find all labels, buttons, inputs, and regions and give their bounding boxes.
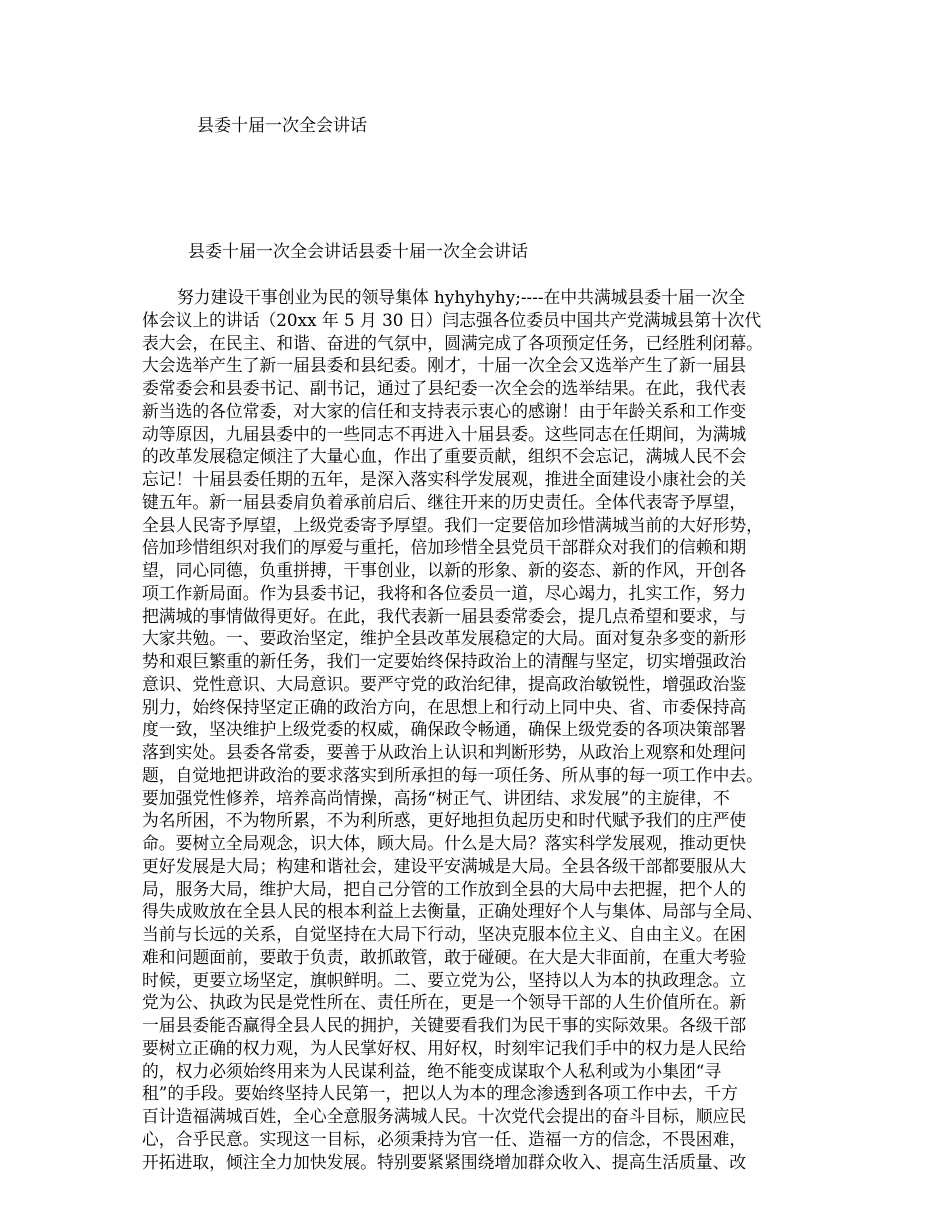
body-line: 题，自觉地把讲政治的要求落实到所承担的每一项任务、所从事的每一项工作中去。 bbox=[142, 764, 763, 785]
body-line: 开拓进取，倾注全力加快发展。特别要紧紧围绕增加群众收入、提高生活质量、改 bbox=[142, 1151, 747, 1172]
body-line: 局，服务大局，维护大局，把自己分管的工作放到全县的大局中去把握，把个人的 bbox=[142, 878, 747, 899]
body-line: 更好发展是大局；构建和谐社会，建设平安满城是大局。全县各级干部都要服从大 bbox=[142, 855, 747, 876]
body-line: 努力建设干事创业为民的领导集体 hyhyhyhy;----在中共满城县委十届一次全 bbox=[177, 287, 745, 307]
body-line: 别力，始终保持坚定正确的政治方向，在思想上和行动上同中央、省、市委保持高 bbox=[142, 696, 747, 717]
body-line: 势和艰巨繁重的新任务，我们一定要始终保持政治上的清醒与坚定，切实增强政治 bbox=[142, 651, 747, 671]
body-line: 项工作新局面。作为县委书记，我将和各位委员一道，尽心竭力，扎实工作，努力 bbox=[142, 582, 747, 603]
body-line: 当前与长远的关系，自觉坚持在大局下行动，坚决克服本位主义、自由主义。在困 bbox=[142, 924, 747, 944]
body-line: 意识、党性意识、大局意识。要严守党的政治纪律，提高政治敏锐性，增强政治鉴 bbox=[142, 673, 747, 694]
body-line: 要加强党性修养，培养高尚情操，高扬“树正气、讲团结、求发展”的主旋律，不 bbox=[142, 787, 730, 808]
body-line: 命。要树立全局观念，识大体，顾大局。什么是大局？落实科学发展观，推动更快 bbox=[142, 833, 747, 853]
body-line: 新当选的各位常委，对大家的信任和支持表示衷心的感谢！由于年龄关系和工作变 bbox=[142, 400, 747, 421]
body-line: 度一致，坚决维护上级党委的权威，确保政令畅通，确保上级党委的各项决策部署 bbox=[142, 719, 747, 740]
body-line: 难和问题面前，要敢于负责，敢抓敢管，敢于碰硬。在大是大非面前，在重大考验 bbox=[142, 946, 747, 967]
document-subtitle: 县委十届一次全会讲话县委十届一次全会讲话 bbox=[188, 242, 528, 262]
document-title: 县委十届一次全会讲话 bbox=[197, 116, 367, 136]
body-line: 望，同心同德，负重拼搏，干事创业，以新的形象、新的姿态、新的作风，开创各 bbox=[142, 560, 747, 580]
body-line: 党为公、执政为民是党性所在、责任所在，更是一个领导干部的人生价值所在。新 bbox=[142, 992, 747, 1013]
body-line: 心，合乎民意。实现这一目标，必须秉持为官一任、造福一方的信念，不畏困难， bbox=[142, 1128, 747, 1149]
body-line: 大家共勉。一、要政治坚定，维护全县改革发展稳定的大局。面对复杂多变的新形 bbox=[142, 628, 747, 649]
body-line: 倍加珍惜组织对我们的厚爱与重托，倍加珍惜全县党员干部群众对我们的信赖和期 bbox=[142, 537, 747, 558]
body-line: 体会议上的讲话（20xx 年 5 月 30 日）闫志强各位委员中国共产党满城县第十次代 bbox=[142, 309, 762, 330]
body-line: 一届县委能否赢得全县人民的拥护，关键要看我们为民干事的实际效果。各级干部 bbox=[142, 1015, 747, 1035]
body-line: 租”的手段。要始终坚持人民第一，把以人为本的理念渗透到各项工作中去，千方 bbox=[142, 1083, 738, 1104]
body-line: 的，权力必须始终用来为人民谋利益，绝不能变成谋取个人私利或为小集团“寻 bbox=[142, 1060, 722, 1081]
body-line: 为名所困，不为物所累，不为利所惑，更好地担负起历史和时代赋予我们的庄严使 bbox=[142, 810, 747, 831]
body-line: 时候，更要立场坚定，旗帜鲜明。二、要立党为公，坚持以人为本的执政理念。立 bbox=[142, 969, 747, 990]
body-line: 落到实处。县委各常委，要善于从政治上认识和判断形势，从政治上观察和处理问 bbox=[142, 742, 747, 762]
body-line: 要树立正确的权力观，为人民掌好权、用好权，时刻牢记我们手中的权力是人民给 bbox=[142, 1037, 747, 1058]
body-line: 表大会，在民主、和谐、奋进的气氛中，圆满完成了各项预定任务，已经胜利闭幕。 bbox=[142, 332, 763, 353]
body-line: 键五年。新一届县委肩负着承前启后、继往开来的历史责任。全体代表寄予厚望， bbox=[142, 491, 747, 512]
body-line: 忘记！十届县委任期的五年，是深入落实科学发展观，推进全面建设小康社会的关 bbox=[142, 469, 747, 489]
body-line: 大会选举产生了新一届县委和县纪委。刚才，十届一次全会又选举产生了新一届县 bbox=[142, 355, 747, 376]
body-line: 的改革发展稳定倾注了大量心血，作出了重要贡献，组织不会忘记，满城人民不会 bbox=[142, 446, 747, 467]
body-line: 委常委会和县委书记、副书记，通过了县纪委一次全会的选举结果。在此，我代表 bbox=[142, 378, 747, 398]
body-line: 把满城的事情做得更好。在此，我代表新一届县委常委会，提几点希望和要求，与 bbox=[142, 605, 747, 626]
body-line: 动等原因，九届县委中的一些同志不再进入十届县委。这些同志在任期间，为满城 bbox=[142, 423, 747, 444]
body-line: 百计造福满城百姓，全心全意服务满城人民。十次党代会提出的奋斗目标，顺应民 bbox=[142, 1106, 747, 1126]
body-line: 全县人民寄予厚望，上级党委寄予厚望。我们一定要倍加珍惜满城当前的大好形势， bbox=[142, 514, 763, 535]
body-line: 得失成败放在全县人民的根本利益上去衡量，正确处理好个人与集体、局部与全局、 bbox=[142, 901, 763, 922]
document-body bbox=[142, 286, 832, 1173]
